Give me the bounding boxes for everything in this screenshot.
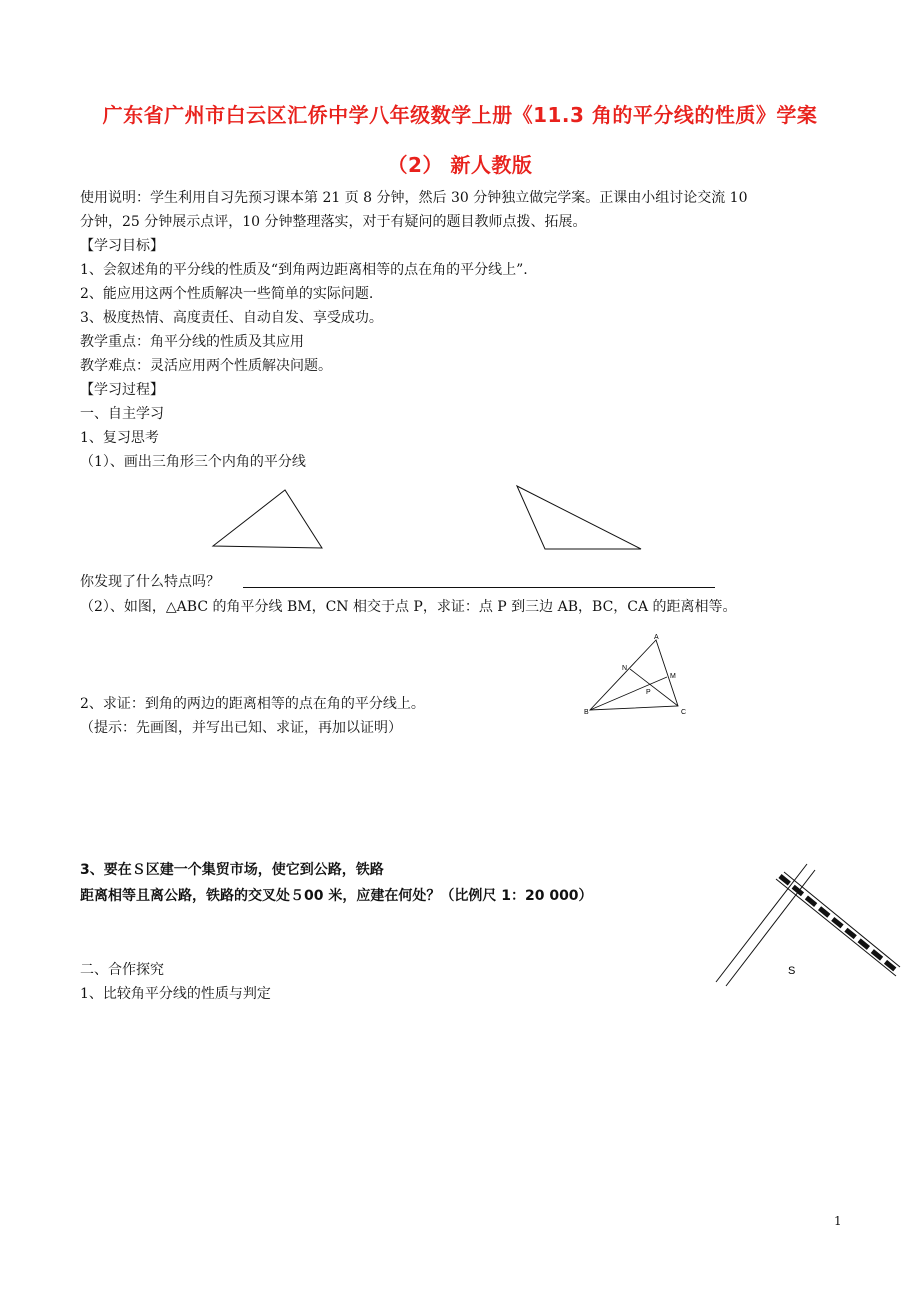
section-self-study: 一、自主学习 [80, 406, 164, 422]
road-line-right [726, 870, 815, 986]
triangle-abc-outline [590, 640, 678, 710]
item-3-line1: 3、要在Ｓ区建一个集贸市场，使它到公路，铁路 [80, 862, 384, 878]
label-b: B [584, 709, 589, 716]
document-title-line1: 广东省广州市白云区汇侨中学八年级数学上册《11.3 角的平分线的性质》学案 [102, 103, 818, 127]
review-item: 1、复习思考 [80, 430, 159, 446]
intro-line2: 分钟，25 分钟展示点评，10 分钟整理落实，对于有疑问的题目教师点拨、拓展。 [80, 214, 587, 230]
section-cooperation: 二、合作探究 [80, 962, 164, 978]
triangle-2-outline [517, 486, 641, 549]
label-s: S [788, 965, 796, 977]
answer-blank-line[interactable] [243, 587, 715, 588]
label-n: N [622, 665, 628, 672]
road-railway-figure [712, 858, 902, 990]
triangle-figure-2 [505, 476, 655, 561]
label-c: C [681, 709, 687, 716]
objective-item-2: 2、能应用这两个性质解决一些简单的实际问题. [80, 286, 374, 302]
label-m: M [670, 673, 676, 680]
triangle-figure-1 [200, 480, 340, 560]
key-point: 教学重点：角平分线的性质及其应用 [80, 334, 304, 350]
label-a: A [654, 634, 659, 641]
difficulty-point: 教学难点：灵活应用两个性质解决问题。 [80, 358, 332, 374]
question-1-ask: 你发现了什么特点吗？ [80, 574, 220, 590]
bisector-bm [590, 677, 667, 710]
process-heading: 【学习过程】 [80, 382, 164, 398]
question-1: （1）、画出三角形三个内角的平分线 [80, 454, 306, 470]
railway-border-top [776, 879, 896, 976]
objective-item-3: 3、极度热情、高度责任、自动自发、享受成功。 [80, 310, 383, 326]
item-3-line2: 距离相等且离公路，铁路的交叉处５00 米，应建在何处？（比例尺 1：20 000） [80, 888, 593, 904]
intro-line1: 使用说明：学生利用自习先预习课本第 21 页 8 分钟，然后 30 分钟独立做完学案。正课由小组讨论交流 10 [80, 190, 748, 206]
railway-track [780, 876, 898, 972]
triangle-1-outline [213, 490, 322, 548]
item-2-prove: 2、求证：到角的两边的距离相等的点在角的平分线上。 [80, 696, 425, 712]
document-title-line2: （2） 新人教版 [387, 153, 533, 177]
item-2-hint: （提示：先画图，并写出已知、求证，再加以证明） [80, 720, 402, 736]
objective-item-1: 1、会叙述角的平分线的性质及“到角两边距离相等的点在角的平分线上”. [80, 262, 528, 278]
page-number: 1 [834, 1214, 842, 1228]
item-compare: 1、比较角平分线的性质与判定 [80, 986, 271, 1002]
railway-border-bottom [784, 872, 900, 967]
triangle-abc-figure [584, 632, 694, 722]
label-p: P [646, 689, 651, 696]
question-2: （2）、如图，△ABC 的角平分线 BM，CN 相交于点 P，求证：点 P 到三边 AB，BC，CA 的距离相等。 [80, 599, 737, 615]
objectives-heading: 【学习目标】 [80, 238, 164, 254]
